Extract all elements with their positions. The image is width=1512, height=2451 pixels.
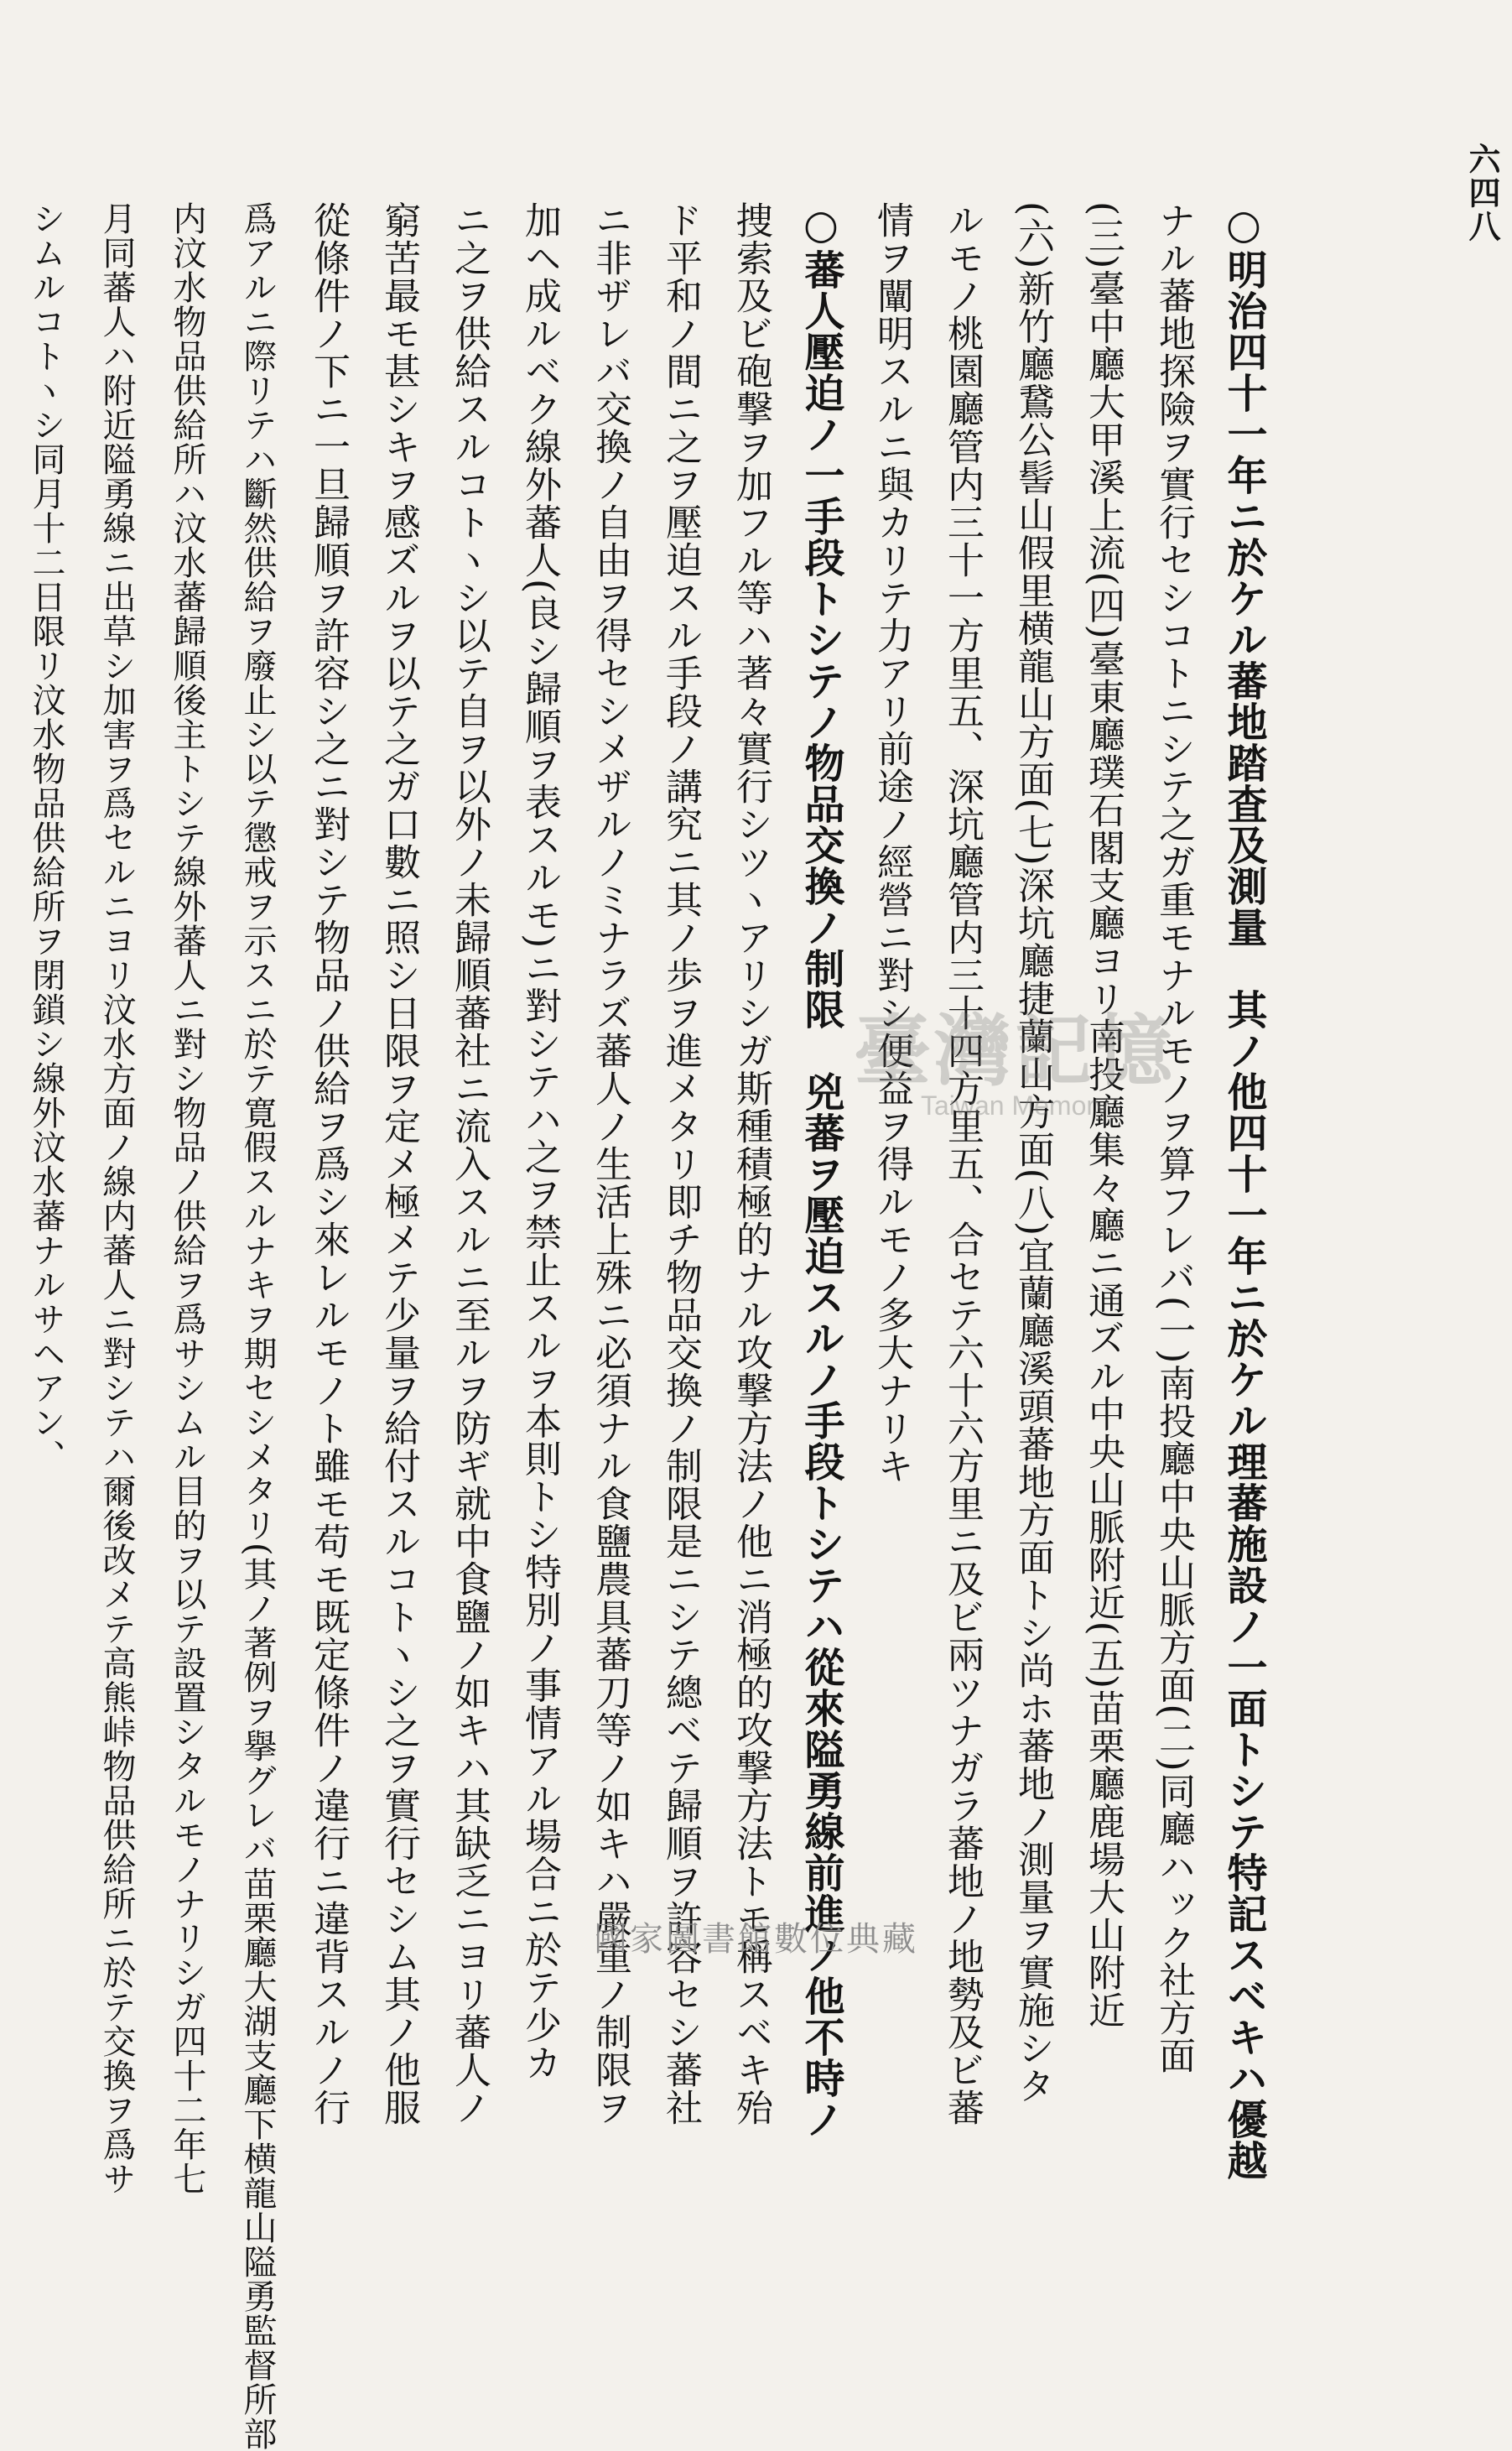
text-column: 捜索及ビ砲撃ヲ加フル等ハ著々實行シツヽアリシガ斯種積極的ナル攻撃方法ノ他ニ消極的攻撃方法トモ稱スベキ殆 (730, 201, 772, 2126)
text-column: ド平和ノ間ニ之ヲ壓迫スル手段ノ講究ニ其ノ歩ヲ進メタリ即チ物品交換ノ制限是ニシテ總ベテ歸順ヲ許容セシ蕃社 (659, 201, 702, 2126)
text-column: ニ非ザレバ交換ノ自由ヲ得セシメザルノミナラズ蕃人ノ生活上殊ニ必須ナル食鹽農具蕃刀等ノ如キハ嚴重ノ制限ヲ (589, 201, 631, 2126)
text-column: 爲アルニ際リテハ斷然供給ヲ廢止シ以テ懲戒ヲ示スニ於テ寛假スルナキヲ期セシメタリ(其ノ著例ヲ擧グレバ苗栗廳大湖支廳下横龍山隘勇監督所部 (238, 201, 277, 2451)
text-column: 月同蕃人ハ附近隘勇線ニ出草シ加害ヲ爲セルニヨリ汶水方面ノ線内蕃人ニ對シテハ爾後改メテ高熊峠物品供給所ニ於テ交換ヲ爲サ (97, 201, 136, 2196)
text-column: 情ヲ闡明スルニ與カリテ力アリ前途ノ經營ニ對シ便益ヲ得ルモノ多大ナリキ (870, 201, 913, 1485)
text-column: ○蕃人壓迫ノ一手段トシテノ物品交換ノ制限 兇蕃ヲ壓迫スルノ手段トシテハ從來隘勇線前進ノ他不時ノ (798, 201, 844, 2140)
text-column: ルモノ桃園廳管内三十一方里五、深坑廳管内三十四方里五、合セテ六十六方里ニ及ビ兩ツナガラ蕃地ノ地勢及ビ蕃 (941, 201, 984, 2126)
text-column: ナル蕃地探險ヲ實行セシコトニシテ之ガ重モナルモノヲ算フレバ(一)南投廳中央山脈方面(二)同廳ハック社方面 (1152, 201, 1195, 2074)
footer-credit: 國家圖書館數位典藏 (594, 1920, 918, 1959)
text-column: (六)新竹廳鵞公髻山假里横龍山方面(七)深坑廳捷蘭山方面(八)宜蘭廳溪頭蕃地方面トシ尚ホ蕃地ノ測量ヲ實施シタ (1011, 201, 1054, 2105)
text-column: ○明治四十一年ニ於ケル蕃地踏査及測量 其ノ他四十一年ニ於ケル理蕃施設ノ一面トシテ特記スベキハ優越 (1220, 201, 1267, 2181)
text-column (0, 201, 11, 1761)
text-column: (三)臺中廳大甲溪上流(四)臺東廳璞石閣支廳ヨリ南投廳集々廳ニ通ズル中央山脈附近(五)苗栗廳鹿場大山附近 (1082, 201, 1125, 2029)
text-column: 從條件ノ下ニ一旦歸順ヲ許容シ之ニ對シテ物品ノ供給ヲ爲シ來レルモノト雖モ苟モ既定條件ノ違行ニ違背スルノ行 (307, 201, 350, 2126)
text-column: 窮苦最モ甚シキヲ感ズルヲ以テ之ガ口數ニ照シ日限ヲ定メ極メテ少量ヲ給付スルコトヽシ之ヲ實行セシム其ノ他服 (377, 201, 420, 2126)
text-column: ニ之ヲ供給スルコトヽシ以テ自ヲ以外ノ未歸順蕃社ニ流入スルニ至ルヲ防ギ就中食鹽ノ如キハ其缺乏ニヨリ蕃人ノ (448, 201, 491, 2126)
watermark-subtext: Taiwan Memory (920, 1090, 1109, 1121)
page-number: 六四八 (1463, 143, 1501, 243)
text-column: 内汶水物品供給所ハ汶水蕃歸順後主トシテ線外蕃人ニ對シ物品ノ供給ヲ爲サシムル目的ヲ以テ設置シタルモノナリシガ四十二年七 (168, 201, 206, 2196)
text-column: 加ヘ成ルベク線外蕃人(良シ歸順ヲ表スルモ)ニ對シテハ之ヲ禁止スルヲ本則トシ特別ノ事情アル場合ニ於テ少カ (518, 201, 561, 2082)
text-column: シムルコトヽシ同月十二日限リ汶水物品供給所ヲ閉鎖シ線外汶水蕃ナルサヘアン、 (27, 201, 65, 1474)
watermark-logo: 臺灣記憶 (853, 1006, 1176, 1096)
